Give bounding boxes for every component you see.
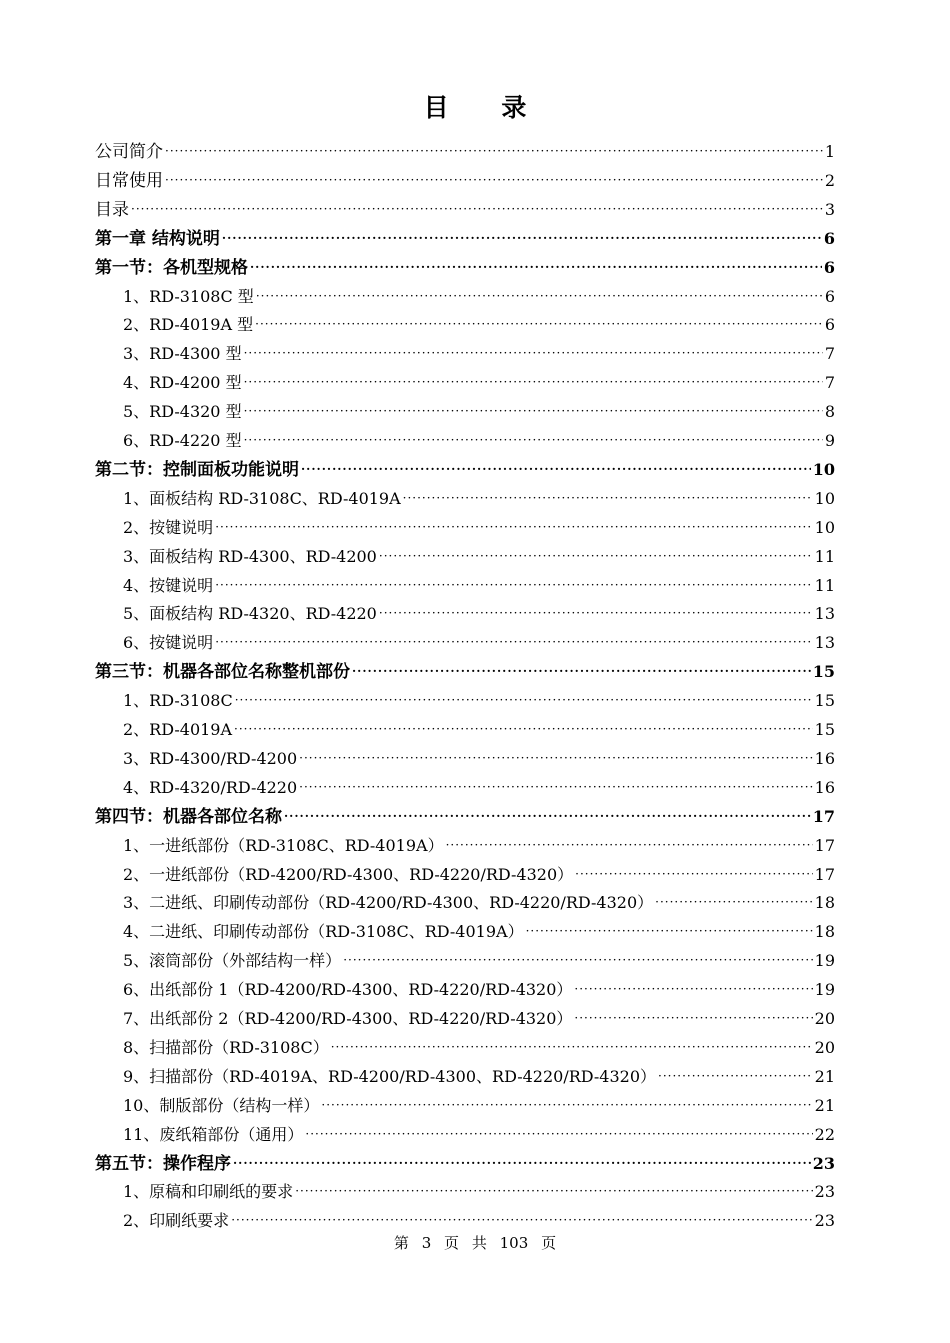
toc-entry-page-number: 13 (814, 604, 835, 624)
toc-entry-label: 1、RD-3108C 型 (123, 286, 254, 306)
toc-dot-leader (575, 860, 812, 889)
toc-entry-page-number: 18 (814, 893, 835, 913)
toc-entry-label: 第二节：控制面板功能说明 (95, 459, 299, 480)
toc-dot-leader (165, 166, 823, 195)
footer-current-page: 3 (421, 1234, 432, 1252)
toc-dot-leader (244, 339, 823, 368)
toc-entry-page-number: 10 (812, 459, 835, 479)
toc-dot-leader (165, 137, 823, 166)
toc-subsection-entry[interactable] (123, 1206, 835, 1235)
toc-entry-page-number: 22 (814, 1124, 835, 1144)
toc-subsection-entry[interactable] (123, 339, 835, 368)
toc-subsection-entry[interactable] (123, 599, 835, 628)
toc-subsection-entry[interactable] (123, 513, 835, 542)
toc-dot-leader (299, 773, 812, 802)
toc-subsection-entry[interactable] (123, 1177, 835, 1206)
toc-dot-leader (574, 1004, 812, 1033)
footer-total-word: 共 (471, 1234, 487, 1252)
toc-dot-leader (284, 802, 811, 831)
toc-entry-label: 4、二进纸、印刷传动部份（RD-3108C、RD-4019A） (123, 922, 524, 942)
toc-entry-label: 4、按键说明 (123, 575, 214, 595)
toc-dot-leader (215, 628, 812, 657)
toc-dot-leader (655, 888, 812, 917)
toc-subsection-entry[interactable] (123, 397, 835, 426)
toc-entry-page-number: 2 (824, 170, 835, 190)
toc-subsection-entry[interactable] (123, 1033, 835, 1062)
toc-entry-label: 1、面板结构 RD-3108C、RD-4019A (123, 488, 401, 508)
page-footer (0, 1232, 950, 1253)
toc-entry-page-number: 16 (814, 748, 835, 768)
toc-subsection-entry[interactable] (123, 917, 835, 946)
toc-entry-label: 3、面板结构 RD-4300、RD-4200 (123, 546, 377, 566)
toc-entry-page-number: 6 (823, 257, 835, 277)
toc-subsection-entry[interactable] (123, 542, 835, 571)
toc-entry-label: 10、制版部份（结构一样） (123, 1095, 320, 1115)
toc-entry-page-number: 21 (814, 1066, 835, 1086)
toc-entry-label: 1、RD-3108C (123, 691, 233, 711)
footer-total-pages: 103 (499, 1234, 529, 1252)
toc-entry-page-number: 6 (824, 315, 835, 335)
toc-entry-page-number: 19 (814, 951, 835, 971)
toc-section-entry[interactable] (95, 137, 835, 166)
toc-subsection-entry[interactable] (123, 1120, 835, 1149)
toc-dot-leader (250, 253, 822, 282)
toc-dot-leader (352, 657, 811, 686)
toc-subsection-entry[interactable] (123, 1062, 835, 1091)
toc-section-entry[interactable] (95, 455, 835, 484)
toc-subsection-entry[interactable] (123, 426, 835, 455)
toc-entry-label: 第四节：机器各部位名称 (95, 806, 282, 827)
footer-page-word: 页 (444, 1234, 460, 1252)
toc-dot-leader (343, 946, 812, 975)
toc-subsection-entry[interactable] (123, 831, 835, 860)
toc-dot-leader (235, 686, 813, 715)
toc-entry-page-number: 15 (814, 691, 835, 711)
toc-dot-leader (446, 831, 813, 860)
toc-dot-leader (403, 484, 813, 513)
toc-entry-page-number: 15 (812, 662, 835, 682)
toc-section-entry[interactable] (95, 802, 835, 831)
toc-dot-leader (321, 1091, 812, 1120)
toc-dot-leader (244, 426, 823, 455)
toc-subsection-entry[interactable] (123, 975, 835, 1004)
toc-section-entry[interactable] (95, 657, 835, 686)
toc-entry-label: 4、RD-4320/RD-4220 (123, 777, 298, 797)
toc-entry-page-number: 10 (814, 517, 835, 537)
toc-entry-label: 日常使用 (95, 170, 163, 191)
toc-section-entry[interactable] (95, 1149, 835, 1178)
toc-dot-leader (256, 282, 823, 311)
toc-entry-label: 6、出纸部份 1（RD-4200/RD-4300、RD-4220/RD-4320） (123, 980, 573, 1000)
page-title: 目 录 (423, 93, 549, 122)
toc-entry-page-number: 6 (824, 286, 835, 306)
toc-subsection-entry[interactable] (123, 888, 835, 917)
toc-entry-label: 2、RD-4019A 型 (123, 315, 254, 335)
toc-entry-label: 5、面板结构 RD-4320、RD-4220 (123, 604, 377, 624)
toc-dot-leader (131, 195, 823, 224)
toc-dot-leader (379, 542, 813, 571)
toc-dot-leader (658, 1062, 813, 1091)
toc-entry-label: 11、废纸箱部份（通用） (123, 1124, 304, 1144)
toc-dot-leader (222, 224, 822, 253)
toc-subsection-entry[interactable] (123, 686, 835, 715)
toc-subsection-entry[interactable] (123, 310, 835, 339)
toc-entry-label: 目录 (95, 199, 129, 220)
toc-dot-leader (234, 715, 813, 744)
toc-subsection-entry[interactable] (123, 571, 835, 600)
toc-dot-leader (233, 1149, 811, 1178)
toc-entry-label: 1、一进纸部份（RD-3108C、RD-4019A） (123, 835, 444, 855)
toc-entry-label: 2、RD-4019A (123, 720, 233, 739)
toc-entry-page-number: 3 (824, 199, 835, 219)
toc-entry-page-number: 21 (814, 1095, 835, 1115)
toc-entry-label: 1、原稿和印刷纸的要求 (123, 1182, 294, 1202)
toc-dot-leader (379, 599, 813, 628)
toc-entry-label: 2、印刷纸要求 (123, 1211, 230, 1231)
toc-section-entry[interactable] (95, 166, 835, 195)
toc-entry-label: 第一节：各机型规格 (95, 257, 248, 278)
toc-entry-label: 5、RD-4320 型 (123, 402, 242, 422)
toc-entry-page-number: 17 (812, 806, 835, 826)
toc-entry-label: 9、扫描部份（RD-4019A、RD-4200/RD-4300、RD-4220/RD-4320） (123, 1066, 657, 1086)
toc-subsection-entry[interactable] (123, 484, 835, 513)
toc-subsection-entry[interactable] (123, 744, 835, 773)
toc-entry-label: 第三节：机器各部位名称整机部份 (95, 662, 350, 683)
toc-subsection-entry[interactable] (123, 860, 835, 889)
toc-dot-leader (526, 917, 813, 946)
toc-subsection-entry[interactable] (123, 715, 835, 744)
toc-entry-page-number: 23 (814, 1211, 835, 1231)
toc-dot-leader (255, 310, 823, 339)
toc-dot-leader (215, 571, 812, 600)
toc-entry-label: 3、二进纸、印刷传动部份（RD-4200/RD-4300、RD-4220/RD-4320） (123, 893, 654, 913)
toc-dot-leader (244, 368, 823, 397)
footer-suffix: 页 (541, 1234, 557, 1252)
toc-entry-page-number: 18 (814, 922, 835, 942)
toc-entry-label: 2、一进纸部份（RD-4200/RD-4300、RD-4220/RD-4320） (123, 864, 574, 884)
toc-dot-leader (574, 975, 812, 1004)
toc-dot-leader (299, 744, 812, 773)
toc-entry-page-number: 11 (814, 575, 835, 595)
toc-entry-page-number: 16 (814, 777, 835, 797)
toc-entry-page-number: 23 (814, 1182, 835, 1202)
toc-entry-page-number: 10 (814, 488, 835, 508)
toc-entry-label: 4、RD-4200 型 (123, 373, 242, 393)
toc-subsection-entry[interactable] (123, 628, 835, 657)
toc-subsection-entry[interactable] (123, 1004, 835, 1033)
toc-entry-page-number: 23 (812, 1153, 835, 1173)
toc-entry-page-number: 15 (814, 720, 835, 739)
toc-entry-label: 第一章 结构说明 (95, 228, 220, 249)
toc-entry-page-number: 19 (814, 980, 835, 1000)
toc-entry-label: 第五节：操作程序 (95, 1153, 231, 1174)
toc-entry-label: 3、RD-4300 型 (123, 344, 242, 364)
toc-entry-page-number: 17 (814, 835, 835, 855)
toc-entry-page-number: 7 (824, 344, 835, 364)
toc-section-entry[interactable] (95, 195, 835, 224)
toc-entry-label: 6、RD-4220 型 (123, 431, 242, 450)
toc-dot-leader (301, 455, 811, 484)
toc-dot-leader (215, 513, 812, 542)
toc-section-entry[interactable] (95, 224, 835, 253)
toc-subsection-entry[interactable] (123, 946, 835, 975)
toc-entry-page-number: 11 (814, 546, 835, 566)
toc-entry-page-number: 20 (814, 1037, 835, 1057)
toc-entry-page-number: 8 (824, 402, 835, 422)
toc-subsection-entry[interactable] (123, 282, 835, 311)
toc-entry-label: 7、出纸部份 2（RD-4200/RD-4300、RD-4220/RD-4320） (123, 1009, 573, 1028)
toc-entry-page-number: 7 (824, 373, 835, 393)
toc-entry-page-number: 6 (823, 228, 835, 248)
toc-dot-leader (295, 1177, 812, 1206)
toc-entry-label: 公司简介 (95, 142, 163, 162)
toc-entry-label: 3、RD-4300/RD-4200 (123, 748, 298, 768)
toc-dot-leader (331, 1033, 813, 1062)
toc-entry-page-number: 20 (814, 1009, 835, 1028)
toc-entry-label: 6、按键说明 (123, 633, 214, 653)
toc-entry-page-number: 9 (824, 431, 835, 450)
toc-dot-leader (244, 397, 823, 426)
toc-entry-page-number: 13 (814, 633, 835, 653)
toc-subsection-entry[interactable] (123, 1091, 835, 1120)
toc-entry-label: 8、扫描部份（RD-3108C） (123, 1037, 329, 1057)
toc-entry-label: 2、按键说明 (123, 517, 214, 537)
toc-subsection-entry[interactable] (123, 368, 835, 397)
toc-entry-label: 5、滚筒部份（外部结构一样） (123, 951, 342, 971)
toc-entry-page-number: 1 (824, 142, 835, 161)
toc-entry-page-number: 17 (814, 864, 835, 884)
toc-dot-leader (231, 1206, 812, 1235)
toc-dot-leader (305, 1120, 812, 1149)
toc-subsection-entry[interactable] (123, 773, 835, 802)
footer-prefix: 第 (393, 1234, 409, 1252)
toc-section-entry[interactable] (95, 253, 835, 282)
